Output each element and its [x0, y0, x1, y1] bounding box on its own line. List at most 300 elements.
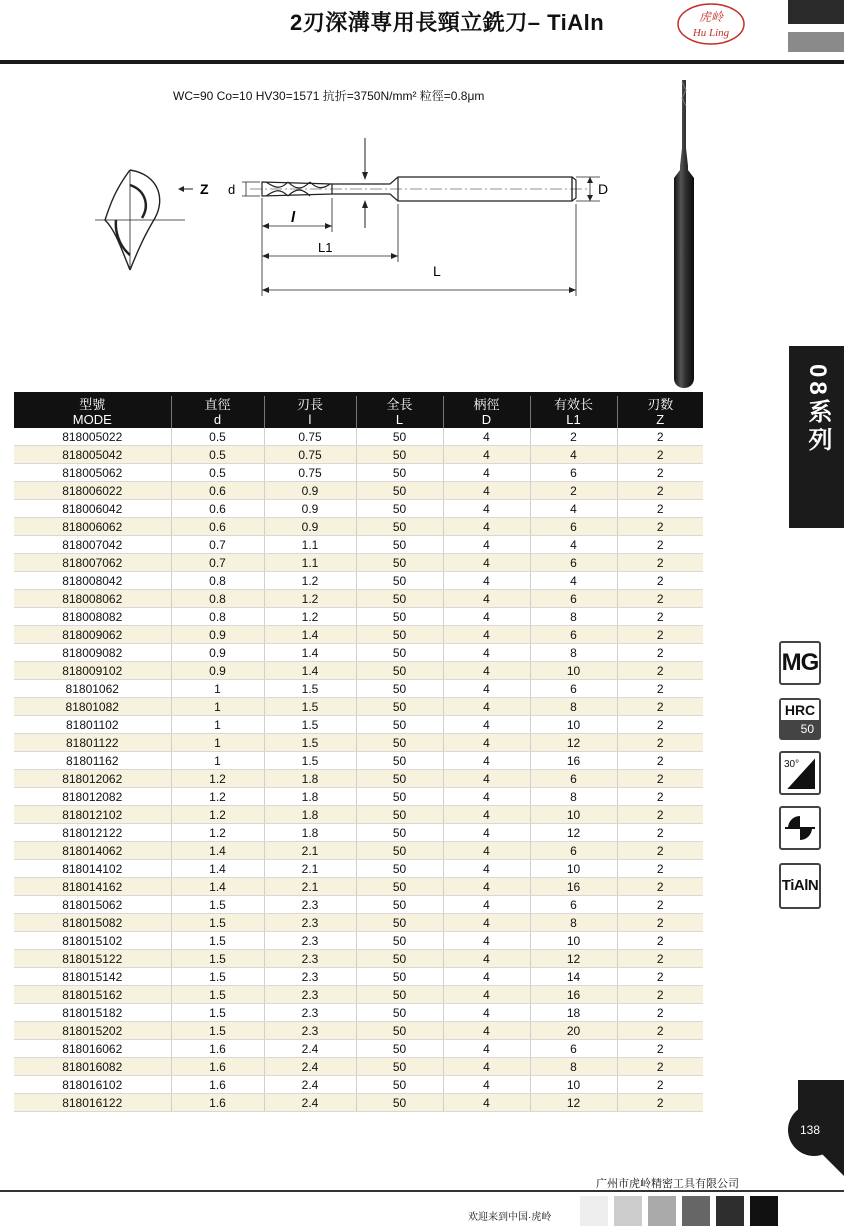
table-cell: 4	[443, 950, 530, 968]
table-cell: 2.4	[264, 1058, 356, 1076]
table-cell: 4	[443, 986, 530, 1004]
table-cell: 6	[530, 842, 617, 860]
table-cell: 50	[356, 824, 443, 842]
column-header-en: l	[308, 412, 312, 427]
table-cell: 818015142	[14, 968, 171, 986]
table-cell: 2	[617, 770, 703, 788]
table-cell: 818008082	[14, 608, 171, 626]
table-cell: 818009102	[14, 662, 171, 680]
table-cell: 1.5	[264, 716, 356, 734]
table-cell: 50	[356, 428, 443, 446]
table-cell: 4	[530, 446, 617, 464]
table-cell: 2.3	[264, 986, 356, 1004]
table-cell: 4	[443, 428, 530, 446]
table-row	[14, 860, 703, 878]
table-cell: 4	[443, 824, 530, 842]
table-cell: 0.75	[264, 428, 356, 446]
table-cell: 50	[356, 932, 443, 950]
footer-rule	[0, 1190, 844, 1192]
table-row	[14, 536, 703, 554]
table-cell: 50	[356, 698, 443, 716]
table-cell: 50	[356, 860, 443, 878]
table-cell: 1.5	[171, 986, 264, 1004]
mg-grade-icon	[779, 641, 821, 685]
table-cell: 18	[530, 1004, 617, 1022]
table-cell: 1	[171, 698, 264, 716]
table-cell: 2.3	[264, 896, 356, 914]
tialn-coating-icon	[779, 863, 821, 909]
table-cell: 1.8	[264, 770, 356, 788]
table-row	[14, 878, 703, 896]
table-cell: 50	[356, 950, 443, 968]
table-cell: 818008062	[14, 590, 171, 608]
table-cell: 4	[530, 536, 617, 554]
table-cell: 818005022	[14, 428, 171, 446]
table-cell: 818015122	[14, 950, 171, 968]
table-cell: 4	[443, 1094, 530, 1112]
table-cell: 0.75	[264, 464, 356, 482]
label-d: d	[228, 182, 236, 197]
table-cell: 14	[530, 968, 617, 986]
table-cell: 8	[530, 698, 617, 716]
table-cell: 1	[171, 680, 264, 698]
table-row	[14, 680, 703, 698]
table-cell: 10	[530, 932, 617, 950]
table-cell: 4	[443, 680, 530, 698]
table-cell: 818006062	[14, 518, 171, 536]
end-profile-icon	[779, 806, 821, 850]
table-cell: 4	[443, 968, 530, 986]
table-cell: 4	[443, 1040, 530, 1058]
table-cell: 2	[617, 590, 703, 608]
table-cell: 8	[530, 1058, 617, 1076]
table-cell: 0.5	[171, 428, 264, 446]
table-cell: 1.2	[264, 590, 356, 608]
table-row	[14, 500, 703, 518]
color-swatch	[614, 1196, 642, 1226]
spec-table	[14, 396, 703, 1112]
table-row	[14, 590, 703, 608]
table-cell: 4	[443, 806, 530, 824]
table-cell: 50	[356, 1058, 443, 1076]
table-cell: 12	[530, 950, 617, 968]
header-row	[14, 396, 703, 428]
column-header-en: L1	[566, 412, 581, 427]
table-cell: 818016122	[14, 1094, 171, 1112]
table-cell: 50	[356, 626, 443, 644]
table-cell: 818012082	[14, 788, 171, 806]
table-cell: 1.5	[264, 734, 356, 752]
table-cell: 0.6	[171, 500, 264, 518]
table-cell: 2	[530, 428, 617, 446]
table-row	[14, 608, 703, 626]
column-header	[530, 396, 617, 428]
table-cell: 50	[356, 446, 443, 464]
table-cell: 10	[530, 806, 617, 824]
table-cell: 2.4	[264, 1076, 356, 1094]
table-row	[14, 806, 703, 824]
table-cell: 2	[617, 752, 703, 770]
table-cell: 818009082	[14, 644, 171, 662]
table-cell: 818015082	[14, 914, 171, 932]
table-cell: 818016082	[14, 1058, 171, 1076]
table-body	[14, 428, 703, 1112]
end-view-icon	[95, 170, 185, 270]
label-D: D	[598, 181, 609, 197]
table-cell: 50	[356, 752, 443, 770]
table-cell: 2	[617, 1040, 703, 1058]
column-header	[356, 396, 443, 428]
table-cell: 2	[617, 1022, 703, 1040]
table-cell: 2	[617, 950, 703, 968]
table-cell: 10	[530, 860, 617, 878]
page-number: 138	[799, 1123, 821, 1137]
table-cell: 2	[617, 518, 703, 536]
table-row	[14, 446, 703, 464]
table-cell: 0.7	[171, 536, 264, 554]
table-cell: 2	[617, 698, 703, 716]
table-cell: 1.6	[171, 1058, 264, 1076]
table-cell: 4	[443, 860, 530, 878]
table-cell: 4	[443, 590, 530, 608]
table-row	[14, 770, 703, 788]
table-cell: 50	[356, 1022, 443, 1040]
table-cell: 0.8	[171, 608, 264, 626]
table-cell: 0.75	[264, 446, 356, 464]
table-cell: 1.6	[171, 1076, 264, 1094]
table-cell: 1.4	[264, 626, 356, 644]
table-cell: 1.1	[264, 554, 356, 572]
table-cell: 50	[356, 914, 443, 932]
table-cell: 4	[443, 1076, 530, 1094]
table-cell: 1	[171, 716, 264, 734]
table-cell: 2	[617, 878, 703, 896]
table-cell: 10	[530, 1076, 617, 1094]
table-cell: 2	[617, 896, 703, 914]
table-cell: 818007062	[14, 554, 171, 572]
table-cell: 2	[617, 1094, 703, 1112]
table-cell: 10	[530, 662, 617, 680]
table-cell: 2.1	[264, 842, 356, 860]
table-cell: 4	[443, 788, 530, 806]
table-cell: 1.4	[171, 860, 264, 878]
page-title: 2刃深溝専用長頸立銑刀– TiAln	[290, 10, 605, 35]
table-cell: 1.5	[171, 932, 264, 950]
column-header-cn: 刃長	[296, 397, 323, 412]
logo-text-en: Hu Ling	[692, 27, 730, 39]
table-cell: 2	[617, 968, 703, 986]
table-cell: 8	[530, 914, 617, 932]
table-cell: 50	[356, 482, 443, 500]
table-cell: 818015102	[14, 932, 171, 950]
table-cell: 2	[617, 644, 703, 662]
table-cell: 818015162	[14, 986, 171, 1004]
table-cell: 50	[356, 1040, 443, 1058]
table-row	[14, 968, 703, 986]
table-cell: 50	[356, 680, 443, 698]
table-cell: 1.5	[264, 752, 356, 770]
table-row	[14, 626, 703, 644]
table-cell: 12	[530, 824, 617, 842]
table-cell: 50	[356, 464, 443, 482]
table-cell: 2	[617, 626, 703, 644]
table-cell: 6	[530, 770, 617, 788]
table-cell: 81801122	[14, 734, 171, 752]
table-cell: 6	[530, 590, 617, 608]
table-cell: 2	[617, 914, 703, 932]
table-cell: 818014102	[14, 860, 171, 878]
table-cell: 2	[617, 932, 703, 950]
table-cell: 6	[530, 518, 617, 536]
table-cell: 1.5	[264, 698, 356, 716]
table-row	[14, 644, 703, 662]
table-cell: 4	[443, 464, 530, 482]
table-cell: 6	[530, 554, 617, 572]
table-cell: 2	[617, 842, 703, 860]
table-cell: 0.9	[171, 662, 264, 680]
table-cell: 818005042	[14, 446, 171, 464]
series-tab	[789, 346, 844, 528]
table-cell: 1.5	[264, 680, 356, 698]
color-swatch	[750, 1196, 778, 1226]
column-header-en: D	[481, 412, 492, 427]
table-cell: 0.9	[171, 644, 264, 662]
table-cell: 818015202	[14, 1022, 171, 1040]
column-header-en: MODE	[72, 412, 112, 427]
table-cell: 50	[356, 554, 443, 572]
table-cell: 4	[443, 482, 530, 500]
table-cell: 1.2	[171, 788, 264, 806]
table-cell: 4	[443, 914, 530, 932]
table-cell: 2.3	[264, 950, 356, 968]
table-row	[14, 428, 703, 446]
table-row	[14, 554, 703, 572]
table-cell: 1.2	[171, 770, 264, 788]
table-row	[14, 482, 703, 500]
table-row	[14, 824, 703, 842]
table-row	[14, 986, 703, 1004]
table-row	[14, 716, 703, 734]
table-cell: 818009062	[14, 626, 171, 644]
table-row	[14, 752, 703, 770]
table-cell: 818006022	[14, 482, 171, 500]
end-mill-photo	[664, 78, 704, 390]
table-row	[14, 1022, 703, 1040]
table-cell: 50	[356, 734, 443, 752]
table-cell: 4	[443, 446, 530, 464]
column-header-en: Z	[656, 412, 665, 427]
table-cell: 0.9	[264, 518, 356, 536]
table-cell: 1.2	[264, 572, 356, 590]
table-cell: 4	[443, 698, 530, 716]
label-z: Z	[200, 181, 209, 197]
table-cell: 1.5	[171, 1004, 264, 1022]
table-cell: 4	[443, 554, 530, 572]
table-cell: 0.8	[171, 572, 264, 590]
table-cell: 1	[171, 734, 264, 752]
table-cell: 50	[356, 806, 443, 824]
table-cell: 2	[617, 662, 703, 680]
table-cell: 1.2	[264, 608, 356, 626]
table-cell: 50	[356, 518, 443, 536]
table-row	[14, 1094, 703, 1112]
column-header-cn: 型號	[79, 397, 106, 412]
table-cell: 0.5	[171, 446, 264, 464]
table-cell: 12	[530, 1094, 617, 1112]
table-cell: 2	[617, 428, 703, 446]
table-cell: 2	[617, 824, 703, 842]
table-cell: 818014162	[14, 878, 171, 896]
table-cell: 818015182	[14, 1004, 171, 1022]
page-number-tab	[768, 1080, 844, 1176]
table-cell: 0.7	[171, 554, 264, 572]
table-row	[14, 914, 703, 932]
table-cell: 818016062	[14, 1040, 171, 1058]
table-cell: 2	[617, 788, 703, 806]
column-header-cn: 直徑	[204, 397, 231, 412]
table-cell: 8	[530, 608, 617, 626]
table-cell: 2	[617, 554, 703, 572]
company-name: 广州市虎岭精密工具有限公司	[596, 1178, 739, 1190]
table-cell: 1.8	[264, 788, 356, 806]
huling-logo	[676, 2, 746, 46]
table-row	[14, 698, 703, 716]
table-cell: 6	[530, 680, 617, 698]
table-cell: 81801162	[14, 752, 171, 770]
table-cell: 2	[617, 464, 703, 482]
table-cell: 4	[443, 842, 530, 860]
table-cell: 50	[356, 716, 443, 734]
table-cell: 2	[617, 1058, 703, 1076]
corner-block-dark	[788, 0, 844, 24]
table-row	[14, 950, 703, 968]
table-cell: 2	[617, 986, 703, 1004]
table-cell: 50	[356, 896, 443, 914]
table-cell: 6	[530, 896, 617, 914]
table-cell: 1.5	[171, 968, 264, 986]
table-cell: 2	[530, 482, 617, 500]
table-cell: 50	[356, 788, 443, 806]
helix-30-icon	[779, 751, 821, 795]
table-cell: 2	[617, 680, 703, 698]
table-cell: 8	[530, 644, 617, 662]
table-cell: 4	[443, 716, 530, 734]
table-row	[14, 1058, 703, 1076]
table-cell: 818007042	[14, 536, 171, 554]
column-header-cn: 柄徑	[473, 397, 500, 412]
column-header-cn: 刃数	[647, 397, 674, 412]
table-cell: 50	[356, 1076, 443, 1094]
column-header	[617, 396, 703, 428]
column-header-en: d	[213, 412, 222, 427]
table-cell: 0.9	[264, 500, 356, 518]
table-cell: 1.4	[171, 842, 264, 860]
table-cell: 2	[617, 806, 703, 824]
table-cell: 81801102	[14, 716, 171, 734]
column-header-en: L	[395, 412, 404, 427]
table-row	[14, 518, 703, 536]
table-cell: 4	[530, 500, 617, 518]
table-row	[14, 662, 703, 680]
table-cell: 1.2	[171, 824, 264, 842]
table-cell: 4	[530, 572, 617, 590]
table-cell: 2.3	[264, 1004, 356, 1022]
table-cell: 6	[530, 1040, 617, 1058]
table-row	[14, 1004, 703, 1022]
table-cell: 16	[530, 986, 617, 1004]
table-cell: 4	[443, 662, 530, 680]
table-cell: 2	[617, 500, 703, 518]
table-cell: 0.6	[171, 518, 264, 536]
column-header-cn: 全長	[386, 397, 413, 412]
table-cell: 2.1	[264, 878, 356, 896]
table-cell: 50	[356, 878, 443, 896]
hrc-label: HRC	[781, 700, 819, 720]
table-cell: 0.8	[171, 590, 264, 608]
table-cell: 2.3	[264, 914, 356, 932]
table-cell: 50	[356, 536, 443, 554]
label-l: l	[291, 209, 296, 226]
series-label: 08系列	[804, 364, 831, 455]
table-cell: 4	[443, 1058, 530, 1076]
table-cell: 818012062	[14, 770, 171, 788]
table-cell: 1.5	[171, 1022, 264, 1040]
table-cell: 81801062	[14, 680, 171, 698]
table-cell: 818012102	[14, 806, 171, 824]
table-cell: 2.3	[264, 932, 356, 950]
table-cell: 1.5	[171, 950, 264, 968]
table-cell: 2	[617, 860, 703, 878]
table-cell: 4	[443, 500, 530, 518]
table-cell: 4	[443, 752, 530, 770]
table-cell: 4	[443, 896, 530, 914]
corner-block-gray	[788, 32, 844, 52]
material-specs: WC=90 Co=10 HV30=1571 抗折=3750N/mm² 粒徑=0.8μm	[173, 89, 485, 103]
table-header	[14, 396, 703, 428]
table-cell: 2	[617, 446, 703, 464]
column-header	[443, 396, 530, 428]
table-cell: 2.4	[264, 1094, 356, 1112]
table-cell: 2	[617, 716, 703, 734]
table-row	[14, 788, 703, 806]
table-row	[14, 1076, 703, 1094]
mg-label: MG	[781, 649, 819, 676]
table-row	[14, 896, 703, 914]
table-cell: 818005062	[14, 464, 171, 482]
table-cell: 1.6	[171, 1094, 264, 1112]
table-cell: 818008042	[14, 572, 171, 590]
table-cell: 4	[443, 878, 530, 896]
table-cell: 1.6	[171, 1040, 264, 1058]
table-cell: 4	[443, 644, 530, 662]
hrc-hardness-icon	[779, 698, 821, 740]
table-cell: 6	[530, 626, 617, 644]
table-cell: 2.1	[264, 860, 356, 878]
table-row	[14, 932, 703, 950]
table-cell: 0.6	[171, 482, 264, 500]
table-cell: 1.5	[171, 896, 264, 914]
logo-text-cn: 虎岭	[698, 10, 724, 24]
table-cell: 8	[530, 788, 617, 806]
table-cell: 2.3	[264, 1022, 356, 1040]
table-cell: 50	[356, 608, 443, 626]
table-cell: 4	[443, 1004, 530, 1022]
table-cell: 4	[443, 626, 530, 644]
table-cell: 2	[617, 482, 703, 500]
welcome-text: 欢迎来到中国·虎岭	[468, 1212, 552, 1223]
header-rule	[0, 60, 844, 64]
table-cell: 0.9	[264, 482, 356, 500]
